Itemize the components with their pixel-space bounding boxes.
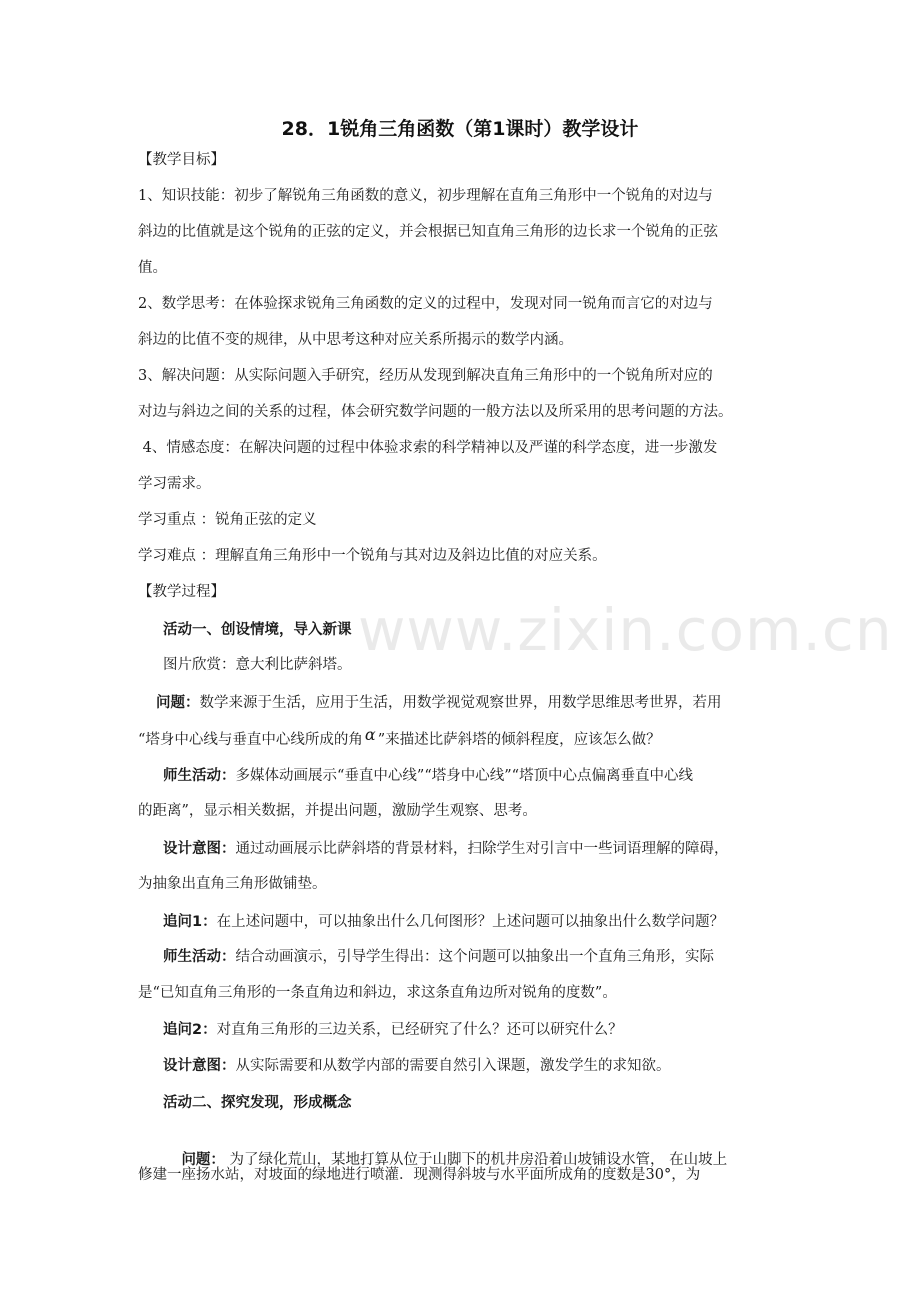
design-intent-2-label: 设计意图： bbox=[163, 1058, 236, 1074]
question-label: 问题： bbox=[156, 695, 200, 711]
page-title: 28．1锐角三角函数（第1课时）教学设计 bbox=[281, 118, 639, 140]
watermark: www.zixin.com.cn bbox=[358, 596, 893, 664]
activity-2-question-label: 问题： bbox=[181, 1152, 225, 1168]
teacher-activity-1-line-1 bbox=[163, 766, 788, 786]
teacher-activity-2-line-2: 是“已知直角三角形的一条直角边和斜边，求这条直角边所对锐角的度数”。 bbox=[138, 985, 617, 1001]
difficult-point: 学习难点 ：理解直角三角形中一个锐角与其对边及斜边比值的对应关系。 bbox=[138, 548, 607, 564]
process-heading: 【教学过程】 bbox=[138, 584, 225, 600]
follow-up-2 bbox=[163, 1020, 788, 1040]
goals-heading: 【教学目标】 bbox=[138, 152, 225, 168]
follow-up-1-text: 在上述问题中，可以抽象出什么几何图形？上述问题可以抽象出什么数学问题？ bbox=[216, 914, 725, 930]
goal-1-line-3: 值。 bbox=[138, 260, 167, 276]
teacher-activity-2-text: 结合动画演示，引导学生得出：这个问题可以抽象出一个直角三角形，实际 bbox=[235, 949, 714, 965]
goal-4-line-1: 4、情感态度：在解决问题的过程中体验求索的科学精神以及严谨的科学态度，进一步激发 bbox=[138, 440, 718, 456]
design-intent-text: 通过动画展示比萨斜塔的背景材料，扫除学生对引言中一些词语理解的障碍， bbox=[235, 841, 729, 857]
goal-2-line-2: 斜边的比值不变的规律，从中思考这种对应关系所揭示的数学内涵。 bbox=[138, 332, 573, 348]
teacher-activity-2-label: 师生活动： bbox=[163, 949, 236, 965]
activity-2-heading: 活动二、探究发现，形成概念 bbox=[163, 1095, 352, 1111]
teacher-activity-2-line-1 bbox=[163, 947, 788, 967]
key-point: 学习重点 ：锐角正弦的定义 bbox=[138, 512, 317, 528]
goal-2-line-1: 2、数学思考：在体验探求锐角三角函数的定义的过程中，发现对同一锐角而言它的对边与 bbox=[138, 296, 713, 312]
goal-1-line-1: 1、知识技能：初步了解锐角三角函数的意义，初步理解在直角三角形中一个锐角的对边与 bbox=[138, 188, 713, 204]
design-intent-label: 设计意图： bbox=[163, 841, 236, 857]
design-intent-1-line-1 bbox=[163, 839, 788, 859]
goal-4-line-2: 学习需求。 bbox=[138, 476, 211, 492]
activity-2-question-text-1: 为了绿化荒山，某地打算从位于山脚下的机井房沿着山坡铺设水管， 在山坡上 bbox=[224, 1152, 728, 1168]
picture-appreciation: 图片欣赏：意大利比萨斜塔。 bbox=[163, 657, 352, 673]
goal-3-line-2: 对边与斜边之间的关系的过程，体会研究数学问题的一般方法以及所采用的思考问题的方法。 bbox=[138, 404, 733, 420]
alpha-symbol: α bbox=[364, 725, 376, 744]
question-line-1 bbox=[156, 693, 788, 713]
design-intent-2-text: 从实际需要和从数学内部的需要自然引入课题，激发学生的求知欲。 bbox=[235, 1058, 671, 1074]
teacher-activity-1-line-2: 的距离”，显示相关数据，并提出问题，激励学生观察、思考。 bbox=[138, 803, 537, 819]
follow-up-1 bbox=[163, 912, 788, 932]
follow-up-1-label: 追问1： bbox=[163, 914, 217, 930]
question-line-2 bbox=[138, 725, 788, 750]
follow-up-2-text: 对直角三角形的三边关系，已经研究了什么？还可以研究什么？ bbox=[216, 1022, 623, 1038]
design-intent-1-line-2: 为抽象出直角三角形做铺垫。 bbox=[138, 876, 327, 892]
activity-2-question-line-2: 修建一座扬水站，对坡面的绿地进行喷灌．现测得斜坡与水平面所成角的度数是30°，为 bbox=[138, 1167, 701, 1183]
design-intent-2 bbox=[163, 1056, 788, 1076]
question-text-2a: “塔身中心线与垂直中心线所成的角 bbox=[138, 732, 363, 748]
goal-3-line-1: 3、解决问题：从实际问题入手研究，经历从发现到解决直角三角形中的一个锐角所对应的 bbox=[138, 368, 713, 384]
goal-1-line-2: 斜边的比值就是这个锐角的正弦的定义，并会根据已知直角三角形的边长求一个锐角的正弦 bbox=[138, 224, 718, 240]
question-text-2b: ”来描述比萨斜塔的倾斜程度，应该怎么做？ bbox=[377, 732, 661, 748]
teacher-activity-text: 多媒体动画展示“垂直中心线”“塔身中心线”“塔顶中心点偏离垂直中心线 bbox=[235, 768, 694, 784]
question-text-1: 数学来源于生活，应用于生活，用数学视觉观察世界，用数学思维思考世界，若用 bbox=[199, 695, 722, 711]
follow-up-2-label: 追问2： bbox=[163, 1022, 217, 1038]
activity-1-heading: 活动一、创设情境，导入新课 bbox=[163, 622, 352, 638]
teacher-activity-label: 师生活动： bbox=[163, 768, 236, 784]
